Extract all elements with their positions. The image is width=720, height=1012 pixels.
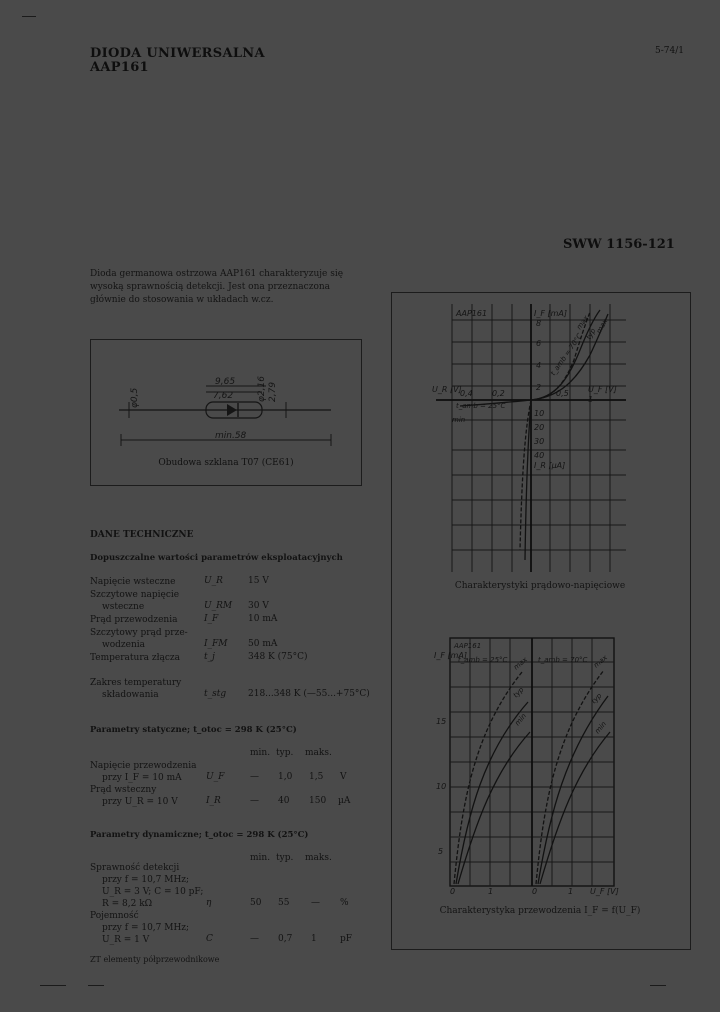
dynamic-unit: pF — [340, 934, 353, 944]
dynamic-heading: Parametry dynamiczne; t_otoc = 298 K (25°C) — [90, 830, 309, 840]
iv-chart — [430, 300, 630, 576]
limit-symbol: t_stg — [204, 689, 227, 699]
static-min: — — [250, 772, 259, 782]
static-unit: V — [340, 772, 347, 782]
package-drawing — [91, 340, 361, 455]
limit-value: 218...348 K (—55...+75°C) — [248, 689, 370, 699]
fwd-axis-x: U_F [V] — [590, 887, 619, 896]
limit-value: 50 mA — [248, 639, 278, 649]
dynamic-label: Sprawność detekcji — [90, 863, 180, 873]
iv-curve-label: t_amb = 25°C — [456, 402, 506, 410]
dim-diameter-1: φ2,16 — [257, 376, 267, 402]
fwd-axis-y: I_F [mA] — [434, 651, 468, 660]
forward-chart-caption: Charakterystyka przewodzenia I_F = f(U_F) — [439, 906, 641, 916]
dynamic-max: — — [311, 898, 320, 908]
iv-axis-y-top: I_F [mA] — [534, 309, 568, 318]
fwd-tick: 10 — [436, 782, 447, 791]
limit-value: 10 mA — [248, 614, 278, 624]
limit-label: Napięcie wsteczne — [90, 577, 176, 587]
static-label: Napięcie przewodzenia — [90, 761, 197, 771]
dynamic-label: R = 8,2 kΩ — [102, 899, 153, 909]
fwd-curve-label: t_amb = 70°C — [538, 656, 588, 664]
forward-chart — [432, 632, 622, 897]
dynamic-typ: 55 — [278, 898, 290, 908]
iv-curve-label: max — [594, 317, 610, 335]
col-min: min. — [250, 748, 271, 758]
dynamic-label: U_R = 3 V; C = 10 pF; — [102, 887, 204, 897]
dynamic-unit: % — [340, 898, 349, 908]
title-line-1: DIODA UNIWERSALNA — [90, 46, 265, 61]
iv-tick: 30 — [534, 437, 545, 446]
footer-rule — [650, 985, 666, 986]
fwd-curve-label: min — [593, 720, 609, 736]
col-min: min. — [250, 853, 271, 863]
dim-total: min.58 — [215, 431, 247, 441]
technical-heading: DANE TECHNICZNE — [90, 530, 194, 540]
fwd-curve-label: max — [512, 655, 529, 672]
iv-tick: 0,5 — [556, 389, 569, 398]
static-heading: Parametry statyczne; t_otoc = 298 K (25°C) — [90, 725, 297, 735]
limit-symbol: U_RM — [204, 601, 233, 611]
fwd-tick: 1 — [488, 887, 494, 896]
fwd-tick: 15 — [436, 717, 447, 726]
iv-tick: 6 — [536, 339, 542, 348]
document-number: SWW 1156-121 — [563, 237, 675, 252]
dim-body-inner: 7,62 — [213, 391, 234, 401]
static-label-cont: przy I_F = 10 mA — [102, 773, 182, 783]
static-min: — — [250, 796, 259, 806]
limit-value: 15 V — [248, 576, 269, 586]
dynamic-label: U_R = 1 V — [102, 935, 150, 945]
dim-lead: φ0,5 — [130, 387, 140, 408]
iv-tick: 1 — [588, 395, 594, 404]
iv-curve-label: typ — [584, 327, 598, 341]
iv-tick: 8 — [536, 319, 542, 328]
fwd-device-label: AAP161 — [454, 642, 482, 650]
iv-curve-label: min — [452, 416, 466, 424]
page-reference: 5-74/1 — [655, 46, 684, 56]
iv-tick: 4 — [536, 361, 542, 370]
limit-label-cont: wsteczne — [102, 602, 145, 612]
col-max: maks. — [305, 853, 332, 863]
static-typ: 1,0 — [278, 772, 293, 782]
dim-diameter-2: 2,79 — [268, 381, 278, 402]
iv-tick: 2 — [536, 383, 542, 392]
iv-axis-x-left: U_R [V] — [432, 385, 462, 394]
fwd-tick: 5 — [438, 847, 444, 856]
iv-tick: 40 — [534, 451, 545, 460]
limit-label-cont: składowania — [102, 690, 159, 700]
document-title — [90, 47, 265, 75]
col-typ: typ. — [276, 748, 294, 758]
dynamic-symbol: C — [206, 934, 213, 944]
dynamic-max: 1 — [311, 934, 317, 944]
fwd-curve-label: t_amb = 25°C — [458, 656, 508, 664]
iv-tick: 10 — [534, 409, 545, 418]
limit-symbol: I_FM — [204, 639, 228, 649]
title-line-2: AAP161 — [90, 60, 149, 75]
static-symbol: I_R — [206, 796, 221, 806]
iv-axis-y-bottom: I_R [µA] — [534, 461, 566, 470]
iv-tick: 20 — [534, 423, 545, 432]
limit-symbol: I_F — [204, 614, 219, 624]
fwd-tick: 1 — [568, 887, 574, 896]
dim-body-outer: 9,65 — [215, 377, 236, 387]
dynamic-min: — — [250, 934, 259, 944]
package-caption: Obudowa szklana T07 (CE61) — [158, 458, 294, 468]
footer-rule — [88, 985, 104, 986]
fwd-tick: 0 — [450, 887, 456, 896]
limit-label: Zakres temperatury — [90, 678, 182, 688]
package-drawing-box — [90, 339, 362, 486]
dynamic-label: przy f = 10,7 MHz; — [102, 875, 190, 885]
footnote: ZT elementy półprzewodnikowe — [90, 955, 220, 964]
fwd-curve-label: max — [592, 653, 609, 670]
fwd-tick: 0 — [532, 887, 538, 896]
iv-curve-label: t_amb = 70°C — [549, 332, 584, 378]
fwd-curve-label: min — [513, 712, 529, 728]
limits-heading: Dopuszczalne wartości parametrów eksploatacyjnych — [90, 553, 343, 563]
col-max: maks. — [305, 748, 332, 758]
limit-value: 348 K (75°C) — [248, 652, 308, 662]
static-max: 1,5 — [309, 772, 324, 782]
iv-device-label: AAP161 — [456, 309, 488, 318]
footer-rule — [40, 985, 66, 986]
iv-chart-caption: Charakterystyki prądowo-napięciowe — [454, 581, 626, 591]
col-typ: typ. — [276, 853, 294, 863]
iv-tick: 0,4 — [460, 389, 473, 398]
limit-label: Szczytowe napięcie — [90, 590, 180, 600]
limit-label: Szczytowy prąd prze- — [90, 628, 188, 638]
corner-mark — [22, 16, 36, 17]
dynamic-typ: 0,7 — [278, 934, 293, 944]
limit-label-cont: wodzenia — [102, 640, 145, 650]
static-max: 150 — [309, 796, 327, 806]
iv-axis-x-right: U_F [V] — [588, 385, 617, 394]
iv-tick: 0,2 — [492, 389, 505, 398]
fwd-curve-label: typ — [589, 691, 604, 706]
static-label-cont: przy U_R = 10 V — [102, 797, 178, 807]
dynamic-label: przy f = 10,7 MHz; — [102, 923, 190, 933]
limit-symbol: t_j — [204, 652, 215, 662]
iv-curve-label: max — [575, 314, 591, 332]
dynamic-label: Pojemność — [90, 911, 139, 921]
limit-symbol: U_R — [204, 576, 223, 586]
dynamic-min: 50 — [250, 898, 262, 908]
fwd-curve-label: typ — [511, 685, 526, 700]
static-symbol: U_F — [206, 772, 225, 782]
limit-value: 30 V — [248, 601, 269, 611]
static-typ: 40 — [278, 796, 290, 806]
limit-label: Prąd przewodzenia — [90, 615, 178, 625]
static-label: Prąd wsteczny — [90, 785, 157, 795]
intro-paragraph: Dioda germanowa ostrzowa AAP161 charakteryzuje się wysoką sprawnością detekcji. Jest ona przeznaczona głównie do stosowania w układach w.cz. — [90, 269, 344, 305]
static-unit: µA — [338, 796, 351, 806]
dynamic-symbol: η — [206, 898, 212, 908]
limit-label: Temperatura złącza — [90, 653, 181, 663]
